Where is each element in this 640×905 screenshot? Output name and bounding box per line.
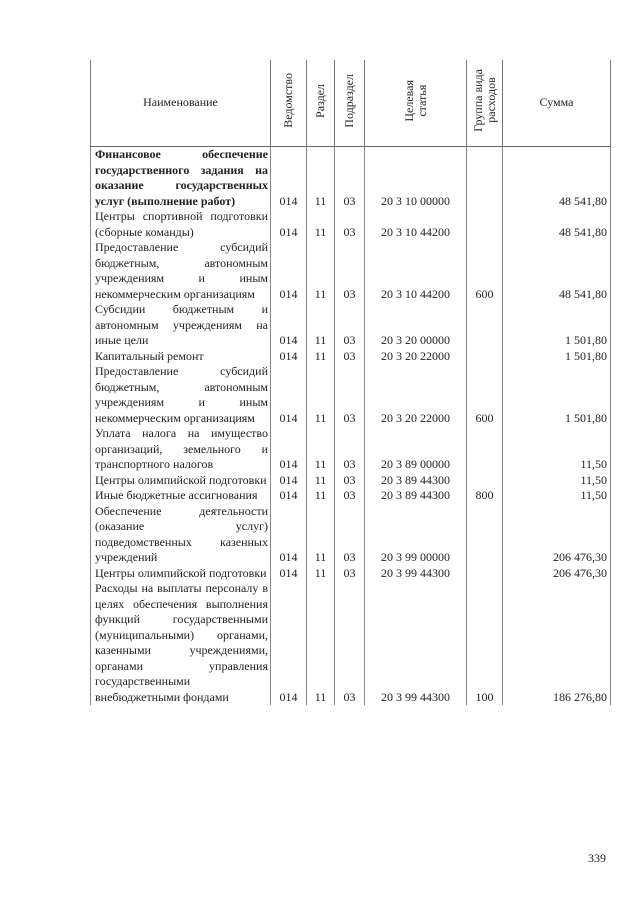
header-ved: Ведомство <box>271 60 307 147</box>
cell-grp: 800 <box>467 488 503 504</box>
cell-podr: 03 <box>335 488 365 504</box>
header-razd: Раздел <box>307 60 335 147</box>
cell-podr: 03 <box>335 504 365 566</box>
cell-name: Иные бюджетные ассигнования <box>91 488 271 504</box>
cell-ved: 014 <box>271 473 307 489</box>
cell-ved: 014 <box>271 349 307 365</box>
cell-razd: 11 <box>307 209 335 240</box>
cell-podr: 03 <box>335 581 365 705</box>
cell-name: Субсидии бюджетным и автономным учреждениям на иные цели <box>91 302 271 349</box>
cell-razd: 11 <box>307 302 335 349</box>
cell-cel: 20 3 89 44300 <box>365 473 467 489</box>
cell-podr: 03 <box>335 209 365 240</box>
table-row <box>91 581 611 705</box>
page-number: 339 <box>588 851 606 865</box>
table-row <box>91 504 611 566</box>
cell-cel: 20 3 10 44200 <box>365 209 467 240</box>
cell-grp <box>467 426 503 473</box>
cell-podr: 03 <box>335 426 365 473</box>
cell-sum: 48 541,80 <box>503 209 611 240</box>
header-grp: Группа вида расходов <box>467 60 503 147</box>
cell-name: Расходы на выплаты персоналу в целях обеспечения выполнения функций государственными (муниципальными) органами, казенными учреждениями, органами управления государственными внебюджетными фондами <box>91 581 271 705</box>
table-row <box>91 426 611 473</box>
cell-cel: 20 3 20 22000 <box>365 364 467 426</box>
table-row <box>91 209 611 240</box>
cell-razd: 11 <box>307 488 335 504</box>
cell-cel: 20 3 99 44300 <box>365 566 467 582</box>
cell-grp <box>467 566 503 582</box>
header-podr: Подраздел <box>335 60 365 147</box>
cell-ved: 014 <box>271 209 307 240</box>
cell-name: Центры олимпийской подготовки <box>91 473 271 489</box>
table-row <box>91 147 611 210</box>
cell-name: Центры олимпийской подготовки <box>91 566 271 582</box>
cell-name: Центры спортивной подготовки (сборные команды) <box>91 209 271 240</box>
cell-sum: 11,50 <box>503 488 611 504</box>
cell-podr: 03 <box>335 364 365 426</box>
cell-ved: 014 <box>271 504 307 566</box>
cell-grp: 600 <box>467 240 503 302</box>
cell-grp: 600 <box>467 364 503 426</box>
cell-razd: 11 <box>307 240 335 302</box>
cell-name: Предоставление субсидий бюджетным, автономным учреждениям и иным некоммерческим организациям <box>91 364 271 426</box>
cell-podr: 03 <box>335 473 365 489</box>
table-row <box>91 349 611 365</box>
cell-cel: 20 3 99 44300 <box>365 581 467 705</box>
cell-razd: 11 <box>307 581 335 705</box>
cell-grp: 100 <box>467 581 503 705</box>
cell-podr: 03 <box>335 240 365 302</box>
table-row <box>91 566 611 582</box>
cell-name: Обеспечение деятельности (оказание услуг) подведомственных казенных учреждений <box>91 504 271 566</box>
cell-sum: 1 501,80 <box>503 349 611 365</box>
cell-name: Уплата налога на имущество организаций, земельного и транспортного налогов <box>91 426 271 473</box>
cell-cel: 20 3 20 00000 <box>365 302 467 349</box>
cell-grp <box>467 504 503 566</box>
cell-razd: 11 <box>307 147 335 210</box>
cell-ved: 014 <box>271 426 307 473</box>
cell-ved: 014 <box>271 302 307 349</box>
cell-razd: 11 <box>307 473 335 489</box>
cell-cel: 20 3 10 44200 <box>365 240 467 302</box>
cell-razd: 11 <box>307 566 335 582</box>
cell-sum: 48 541,80 <box>503 147 611 210</box>
header-name: Наименование <box>91 60 271 147</box>
cell-name: Финансовое обеспечение государственного задания на оказание государственных услуг (выполнение работ) <box>91 147 271 210</box>
cell-ved: 014 <box>271 147 307 210</box>
cell-sum: 1 501,80 <box>503 302 611 349</box>
table-header-row <box>91 60 611 147</box>
cell-grp <box>467 349 503 365</box>
table-row <box>91 364 611 426</box>
cell-cel: 20 3 99 00000 <box>365 504 467 566</box>
header-cel: Целевая статья <box>365 60 467 147</box>
cell-cel: 20 3 20 22000 <box>365 349 467 365</box>
cell-podr: 03 <box>335 566 365 582</box>
table-row <box>91 473 611 489</box>
cell-grp <box>467 473 503 489</box>
cell-ved: 014 <box>271 581 307 705</box>
cell-podr: 03 <box>335 147 365 210</box>
cell-ved: 014 <box>271 566 307 582</box>
cell-cel: 20 3 89 00000 <box>365 426 467 473</box>
cell-razd: 11 <box>307 349 335 365</box>
header-sum: Сумма <box>503 60 611 147</box>
cell-sum: 186 276,80 <box>503 581 611 705</box>
cell-name: Предоставление субсидий бюджетным, автономным учреждениям и иным некоммерческим организациям <box>91 240 271 302</box>
cell-razd: 11 <box>307 364 335 426</box>
table-row <box>91 240 611 302</box>
table-body <box>91 147 611 706</box>
cell-podr: 03 <box>335 349 365 365</box>
cell-sum: 11,50 <box>503 473 611 489</box>
cell-ved: 014 <box>271 240 307 302</box>
cell-razd: 11 <box>307 426 335 473</box>
cell-ved: 014 <box>271 488 307 504</box>
cell-grp <box>467 147 503 210</box>
cell-razd: 11 <box>307 504 335 566</box>
cell-podr: 03 <box>335 302 365 349</box>
table-row <box>91 302 611 349</box>
cell-cel: 20 3 89 44300 <box>365 488 467 504</box>
cell-grp <box>467 302 503 349</box>
budget-table <box>90 60 611 705</box>
table-row <box>91 488 611 504</box>
cell-sum: 48 541,80 <box>503 240 611 302</box>
cell-sum: 206 476,30 <box>503 504 611 566</box>
cell-sum: 11,50 <box>503 426 611 473</box>
cell-name: Капитальный ремонт <box>91 349 271 365</box>
cell-cel: 20 3 10 00000 <box>365 147 467 210</box>
cell-sum: 1 501,80 <box>503 364 611 426</box>
cell-sum: 206 476,30 <box>503 566 611 582</box>
cell-ved: 014 <box>271 364 307 426</box>
cell-grp <box>467 209 503 240</box>
